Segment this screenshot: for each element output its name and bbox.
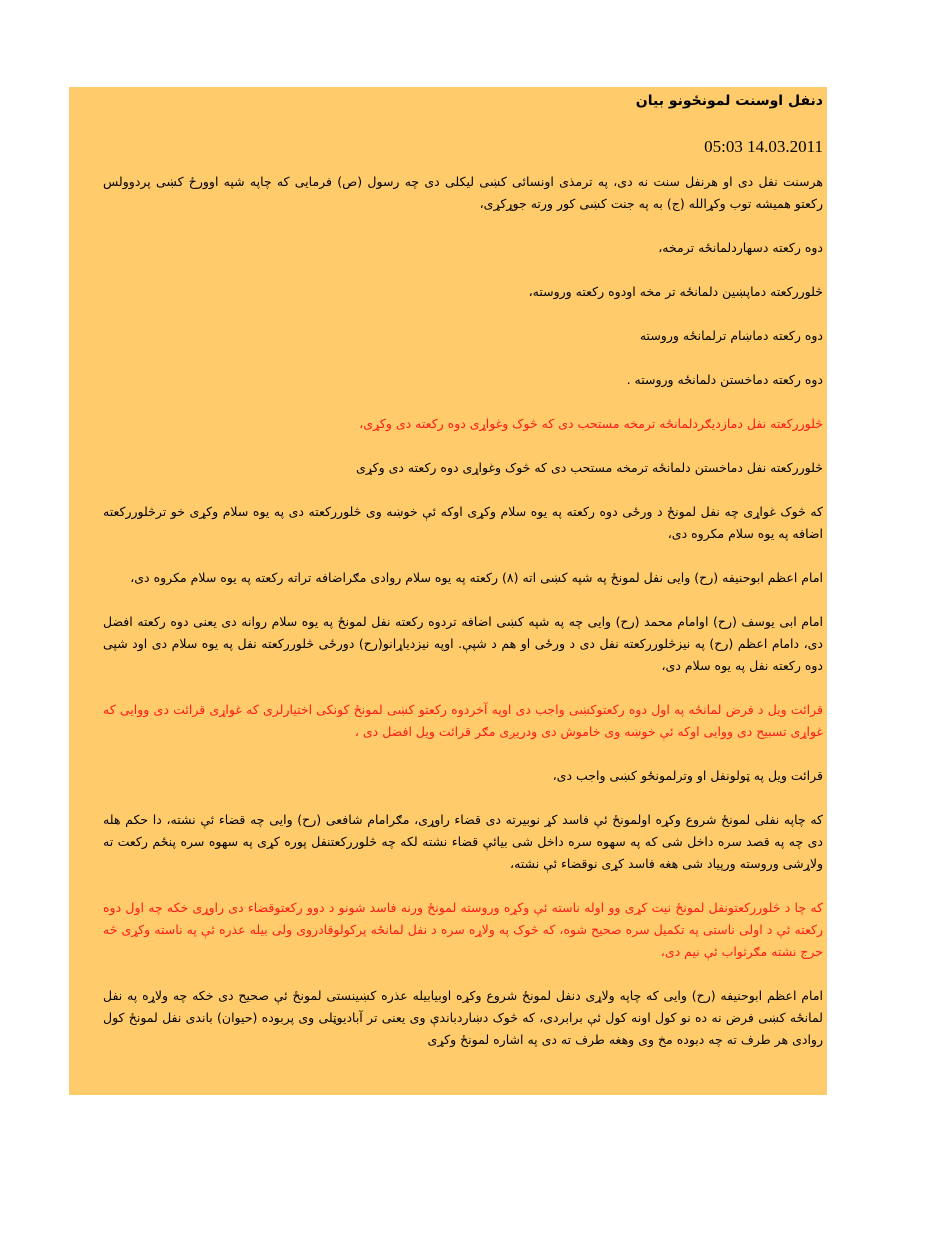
article-paragraph: هرسنت نفل دی او هرنفل سنت نه دی، په ترمذی اونسائی کښی ليکلی دی چه رسول (ص) فرمايی که چاپه شپه اوورځ کښی پردوولس رکعتو هميشه توب وکړالله (ج) به په جنت کښی کور ورته جوړکړی، [103,174,823,211]
article-paragraph: که څوک غواړی چه نفل لمونځ د ورځی دوه رکعته په يوه سلام وکړی اوکه ئې خوښه وی څلوررکعته دی په يوه سلام وکړی خو ترڅلوررکعته اضافه په يوه سلام مکروه دی، [103,504,823,541]
article-paragraph: دوه رکعته دماښام ترلمانځه وروسته [639,328,823,343]
article-paragraph: دوه رکعته دسهاردلمانځه ترمخه، [658,240,823,255]
article-paragraph: امام ابی يوسف (رح) اوامام محمد (رح) وايی چه په شپه کښی اضافه تردوه رکعته نفل لمونځ په يوه سلام روانه دی يعنی دوه رکعته افضل دی، دامام اعظم (رح) په نيزڅلوررکعته نفل دی د ورځی او هم د شپې. اوپه نيزدياړانو(رح) دورځی څلوررکعته نفل په يوه سلام دی اود شپی دوه رکعته نفل په يوه سلام دی، [103,614,823,673]
article-date: 05:03 14.03.2011 [704,137,823,156]
article-title: دنفل اوسنت لمونځونو بيان [635,93,823,109]
article-paragraph: قرائت ويل د فرض لمانځه په اول دوه رکعتوکښی واجب دی اوپه آخردوه رکعتو کښی لمونځ کونکی اختيارلری که غواړی قرائت دی ووايی که غواړی تسبيح دی ووايی اوکه ئې خوښه وی خاموش دی ودريږی مګر قرائت ويل افضل دی ، [103,702,823,739]
article-paragraph: که چاپه نفلی لمونځ شروع وکړه اولمونځ ئې فاسد کړ نوبيرته دی قضاء راوړی، مګرامام شافعی (رح) وايی چه قضاء ئې نشته، دا حکم هله دی چه په قصد سره داخل شی که په سهوه سره داخل شی بيائې قضاء نشته لکه چه څلوررکعتنفل پوره کړی په سهوه سره پنځم رکعت ته ولاړشی وروسته ورپياد شی هغه فاسد کړی نوقضاء ئې نشته، [103,812,823,871]
article-paragraph: څلوررکعته دماپښين دلمانځه تر مخه اودوه رکعته وروسته، [528,284,823,299]
article-paragraph: امام اعظم ابوحنيفه (رح) وايی نفل لمونځ په شپه کښی اته (۸) رکعته په يوه سلام روادی مګراضافه تراته رکعته په يوه سلام مکروه دی، [130,570,823,585]
article-paragraph: دوه رکعته دماخستن دلمانځه وروسته . [626,372,823,387]
article-panel [69,87,827,1095]
article-body [103,171,823,1051]
article-paragraph: څلوررکعته نفل دمازديګردلمانځه ترمخه مستحب دی که څوک وغواړی دوه رکعته دی وکړی، [359,416,823,431]
article-paragraph: امام اعظم ابوحنيفه (رح) وايی که چاپه ولاړی دنفل لمونځ شروع وکړه اوبيابيله عذره کښينستی لمونځ ئې صحيح دی خکه چه ولاړه په نفل لمانځه کښی فرض نه ده نو کول اونه کول ئې برابردی، که څوک دښاردباندې وی يعنی تر آباديوټلی وی پربوده (حيوان) باندی نفل لمونځ کول روادی هر طرف ته چه دبوده مخ وی وهغه طرف ته دی په اشاره لمونځ وکړی [103,988,823,1047]
article-paragraph: که چا د څلوررکعتونفل لمونځ نيت کړی وو اوله ناسته ئې وکړه وروسته لمونځ ورنه فاسد شونو د دوو رکعتوقضاء دی راوړی خکه چه اول دوه رکعته ئې د اولی ناستی په تکميل سره صحيح شوه، که څوک په ولاړه سره د نفل لمانځه پرکولوقادروی ولی بيله عذره ئې په ناسته وکړی څه حرج نشته مګرثواب ئې نيم دی، [103,900,823,959]
article-paragraph: څلوررکعته نفل دماخستن دلمانځه ترمخه مستحب دی که څوک وغواړی دوه رکعته دی وکړی [355,460,823,475]
article-paragraph: قرائت ويل په ټولونفل او وترلمونځو کښی واجب دی، [552,768,823,783]
